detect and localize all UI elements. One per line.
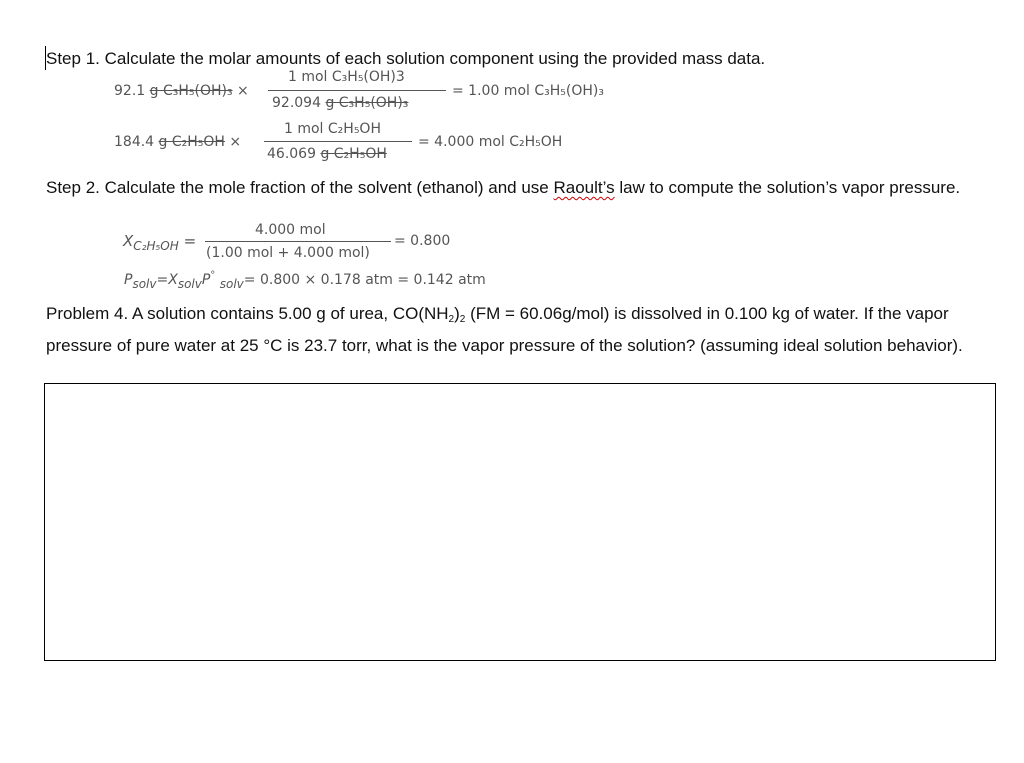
spellcheck-flag[interactable]: Raoult’s <box>553 178 615 197</box>
eq1-denominator: 92.094 g C₃H₅(OH)₃ <box>272 95 409 111</box>
eq2-mass: 184.4 g C₂H₅OH × <box>114 134 242 150</box>
eq2-denominator: 46.069 g C₂H₅OH <box>267 146 387 162</box>
eq2-result: = 4.000 mol C₂H₅OH <box>418 134 563 150</box>
eq1-fraction-line <box>268 90 446 91</box>
step1-heading: Step 1. Calculate the molar amounts of each solution component using the provided mass data. <box>46 49 766 68</box>
xfrac-lhs: $X_{C_2H_5OH}$ = <box>123 232 197 253</box>
eq1-result: = 1.00 mol C₃H₅(OH)₃ <box>452 83 604 99</box>
problem4-text: Problem 4. A solution contains 5.00 g of urea, $CO(NH_2)_2$ (FM = 60.06g/mol) is dissolved in 0.100 kg of water. If the vapor pressure of pure water at 25 °C is 23.7 torr, what is the vapor pressure of the solution? (assuming ideal solution behavior). <box>46 304 963 355</box>
psolv-equation: Psolv=XsolvP° solv= 0.800 × 0.178 atm = 0.142 atm <box>124 270 486 291</box>
eq2-numerator: 1 mol C₂H₅OH <box>284 121 381 137</box>
xfrac-denominator: (1.00 mol + 4.000 mol) <box>206 245 370 261</box>
answer-box[interactable] <box>44 383 996 661</box>
eq1-mass: 92.1 g C₃H₅(OH)₃ × <box>114 83 249 99</box>
xfrac-result: = 0.800 <box>394 233 451 249</box>
step2-heading: Step 2. Calculate the mole fraction of the solvent (ethanol) and use Raoult’s law to compute the solution’s vapor pressure. <box>46 178 961 197</box>
xfrac-numerator: 4.000 mol <box>255 222 326 238</box>
xfrac-fraction-line <box>205 241 391 242</box>
eq2-fraction-line <box>264 141 412 142</box>
eq1-numerator: 1 mol C₃H₅(OH)3 <box>288 69 405 85</box>
